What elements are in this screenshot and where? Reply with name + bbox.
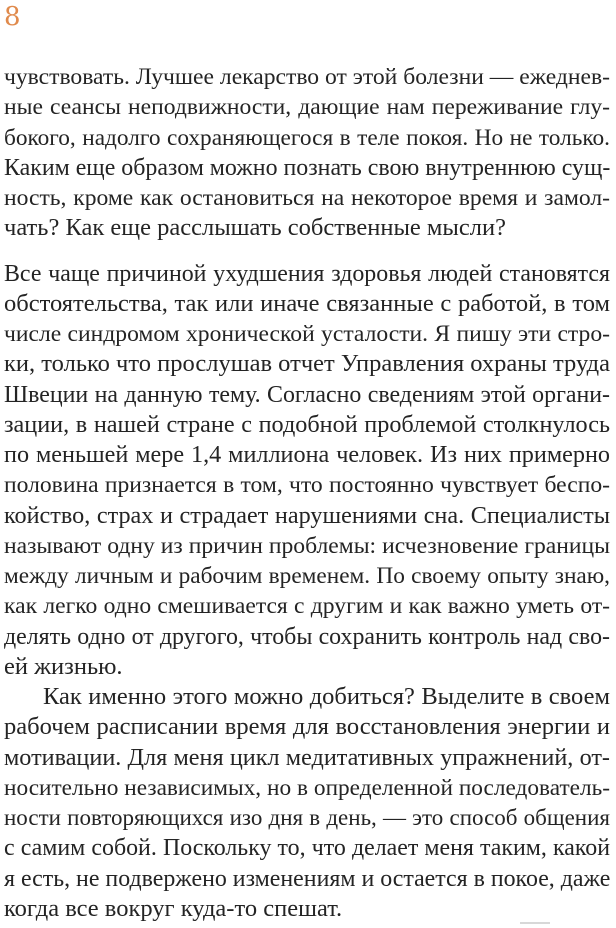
paragraph-2-line-2: обстоятельства, так или иначе связанные с работой, в том bbox=[4, 289, 610, 317]
paragraph-3-line-7: я есть, не подвержено изменениям и остается в покое, даже bbox=[4, 865, 611, 892]
paragraph-3-line-2: рабочем расписании время для восстановления энергии и bbox=[4, 713, 610, 741]
paragraph-1-line-6: чать? Как еще расслышать собственные мысли? bbox=[4, 214, 506, 242]
paragraph-2-line-6: зации, в нашей стране с подобной проблемой столкнулось bbox=[4, 410, 610, 438]
paragraph-2-line-1: Все чаще причиной ухудшения здоровья людей становятся bbox=[4, 260, 610, 287]
paragraph-2-line-9: койство, страх и страдает нарушениями сна. Специалисты bbox=[4, 501, 610, 529]
page-number: 8 bbox=[4, 2, 21, 32]
paragraph-2-line-4: ки, только что прослушав отчет Управления охраны труда bbox=[4, 350, 610, 378]
paragraph-2-line-10: называют одну из причин проблемы: исчезновение границы bbox=[4, 532, 610, 559]
paragraph-1-line-1: чувствовать. Лучшее лекарство от этой болезни — ежеднев- bbox=[4, 64, 610, 90]
paragraph-3-line-5: ности повторяющихся изо дня в день, — это способ общения bbox=[4, 805, 610, 830]
paragraph-2-line-7: по меньшей мере 1,4 миллиона человек. Из них примерно bbox=[4, 441, 610, 469]
paragraph-2-line-3: числе синдромом хронической усталости. Я пишу эти стро- bbox=[4, 321, 610, 348]
paragraph-1-line-2: ные сеансы неподвижности, дающие нам переживание глу- bbox=[4, 94, 610, 121]
paragraph-3-line-4: носительно независимых, но в определенной последователь- bbox=[4, 774, 610, 801]
paragraph-2-line-11: между личным и рабочим временем. По своему опыту знаю, bbox=[4, 563, 610, 590]
page-edge-mark bbox=[520, 922, 550, 924]
paragraph-2-line-14: ей жизнью. bbox=[4, 652, 123, 680]
paragraph-2-line-8: половина признается в том, что постоянно чувствует беспо- bbox=[4, 472, 610, 499]
paragraph-3-line-3: мотивации. Для меня цикл медитативных упражнений, от- bbox=[4, 743, 610, 771]
paragraph-2-line-5: Швеции на данную тему. Согласно сведениям этой органи- bbox=[4, 381, 610, 408]
paragraph-3-line-1: Как именно этого можно добиться? Выделите в своем bbox=[43, 683, 610, 710]
paragraph-2-line-12: как легко одно смешивается с другим и как важно уметь от- bbox=[4, 593, 610, 620]
paragraph-2-line-13: делять одно от другого, чтобы сохранить контроль над сво- bbox=[4, 623, 610, 650]
paragraph-1-line-4: Каким еще образом можно познать свою внутреннюю сущ- bbox=[4, 154, 611, 181]
paragraph-1-line-3: бокого, надолго сохраняющегося в теле покоя. Но не только. bbox=[4, 124, 610, 151]
paragraph-1-line-5: ность, кроме как остановиться на некоторое время и замол- bbox=[4, 185, 610, 211]
paragraph-3-line-8: когда все вокруг куда-то спешат. bbox=[4, 894, 343, 922]
paragraph-3-line-6: с самим собой. Поскольку то, что делает меня таким, какой bbox=[4, 835, 610, 862]
